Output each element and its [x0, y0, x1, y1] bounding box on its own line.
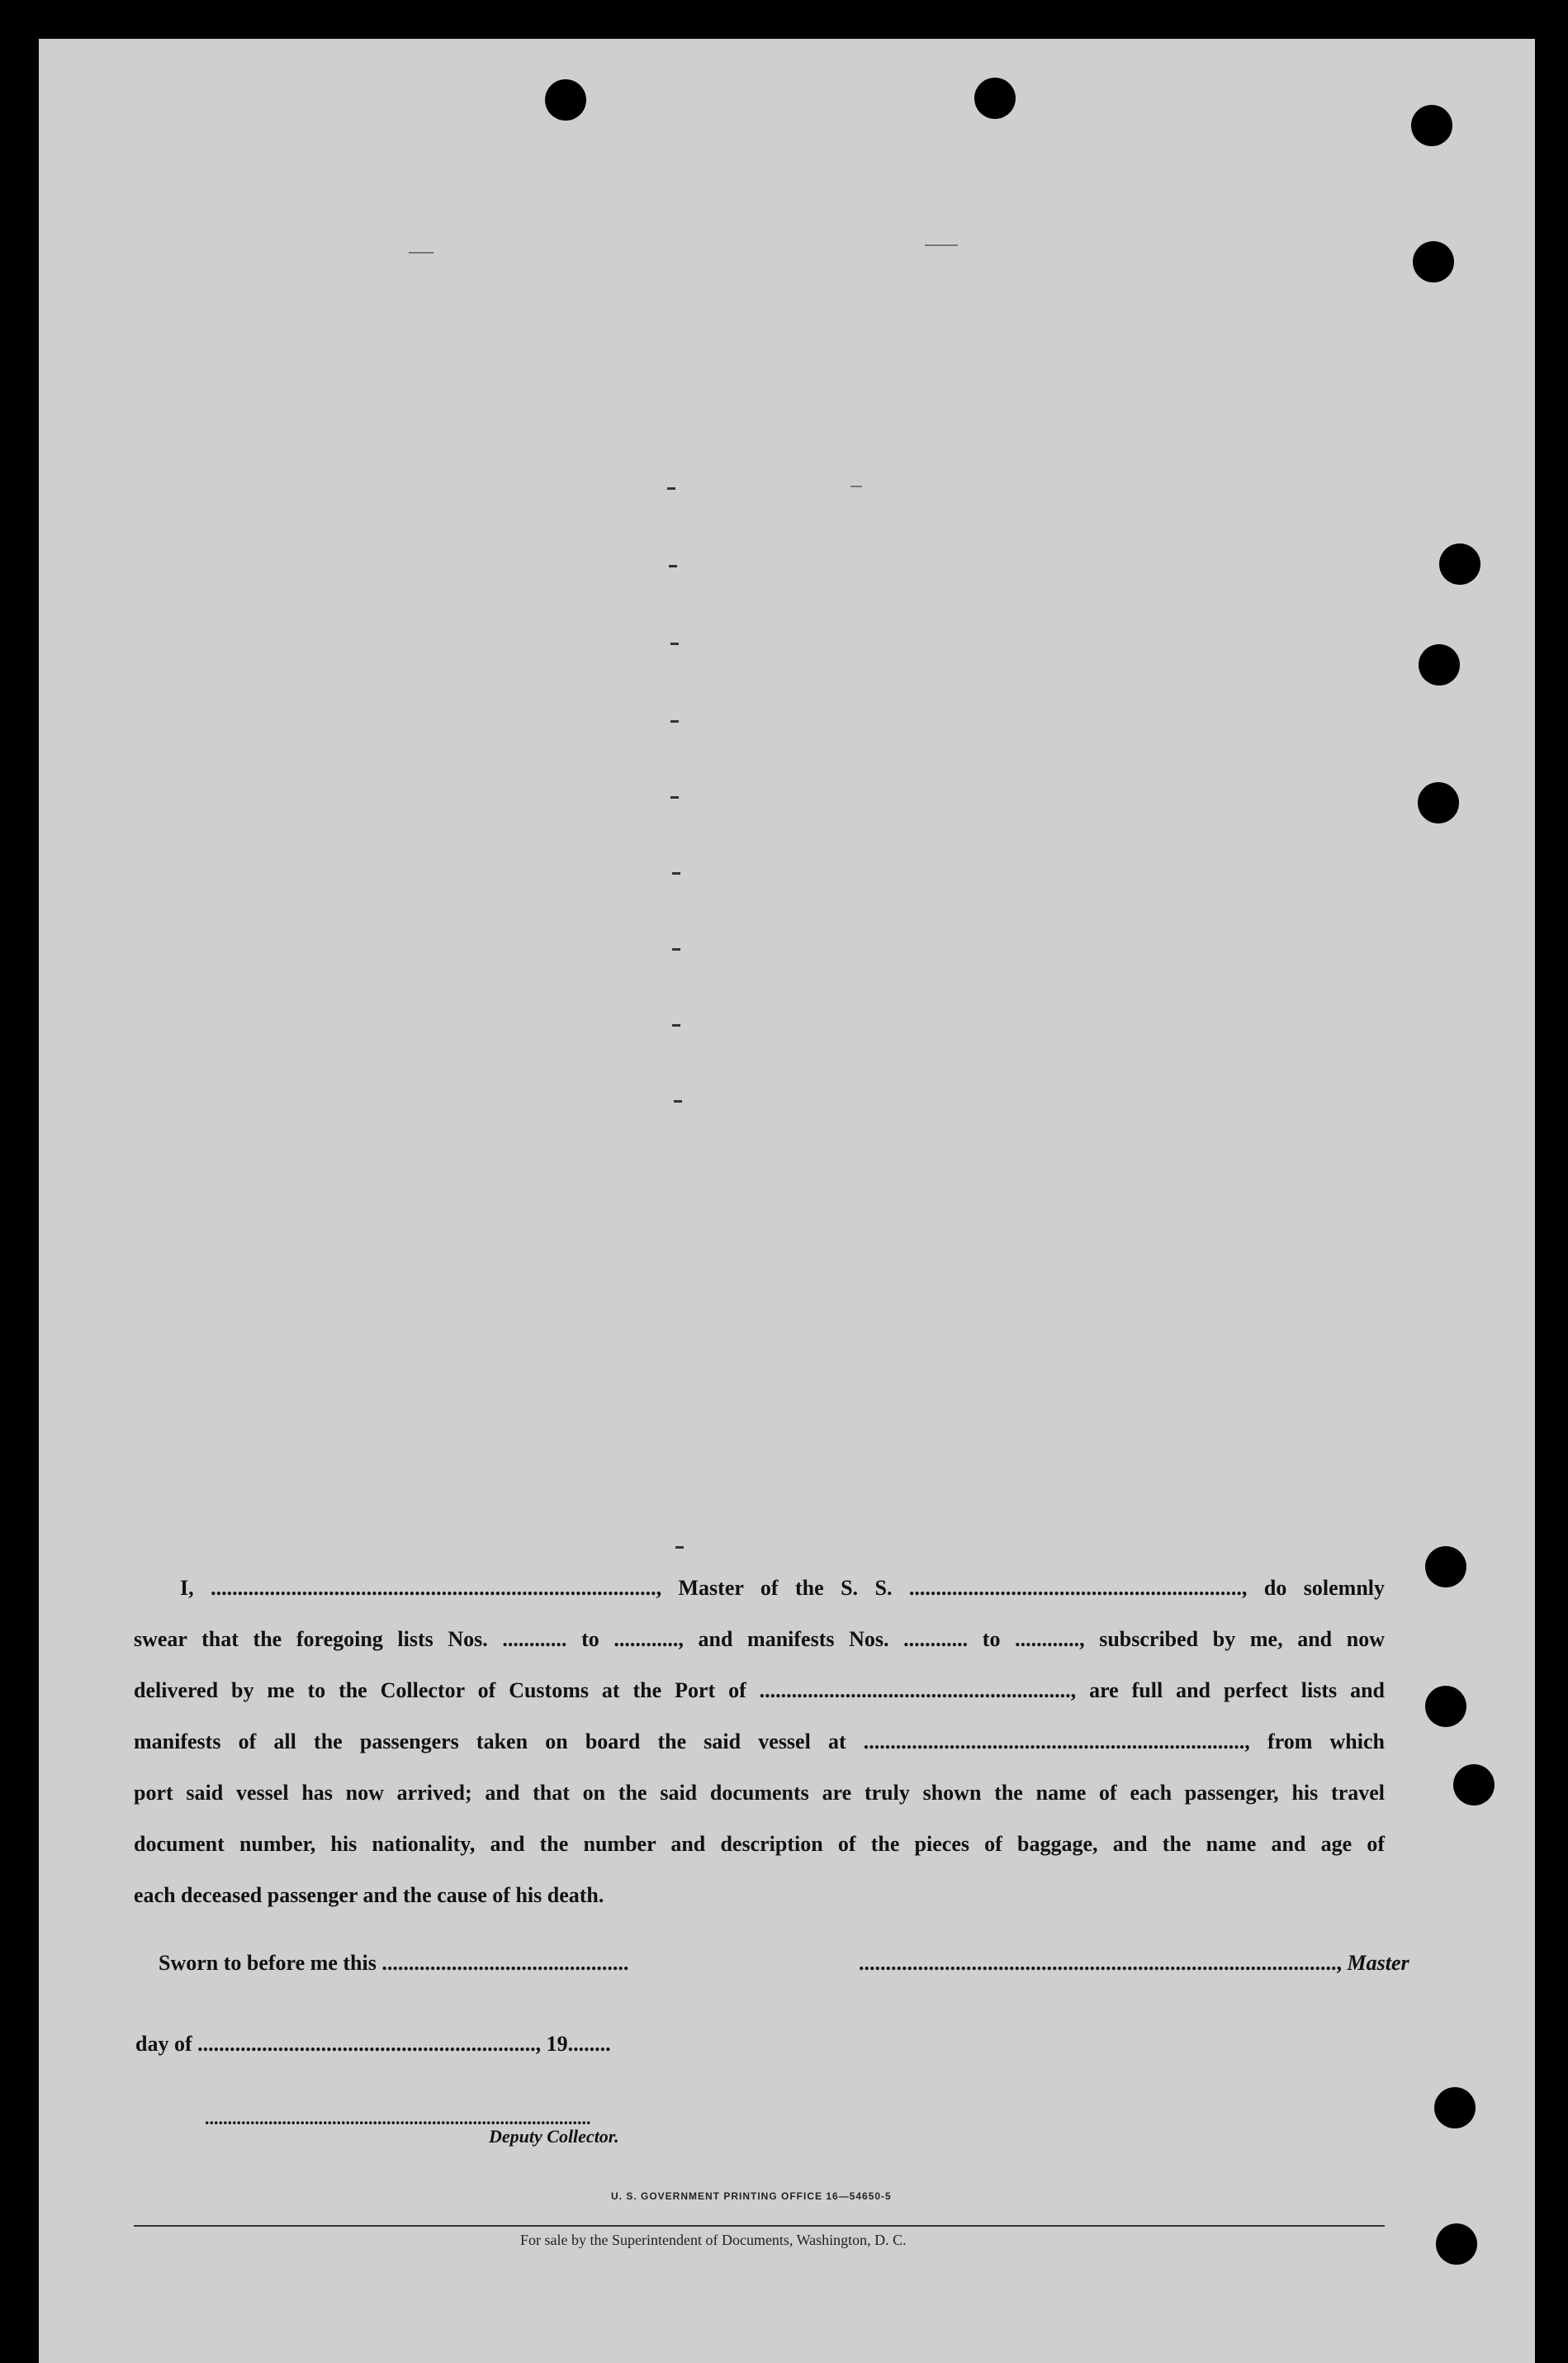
printing-office-imprint: U. S. GOVERNMENT PRINTING OFFICE 16—54650-5 — [611, 2190, 892, 2202]
punch-hole — [1425, 1546, 1466, 1587]
punch-hole — [974, 78, 1016, 119]
speck — [850, 486, 862, 487]
punch-hole — [1411, 105, 1452, 146]
day-of-line — [135, 2032, 611, 2057]
fold-tick — [675, 1546, 684, 1549]
fold-tick — [672, 1024, 680, 1027]
oath-line: each deceased passenger and the cause of his death. — [134, 1883, 604, 1907]
deputy-blank: ..................................................................................... — [205, 2108, 591, 2128]
sworn-date-blank: .............................................. — [381, 1951, 629, 1975]
fold-tick — [674, 1100, 682, 1103]
sworn-label — [159, 1951, 628, 1976]
oath-line: swear that the foregoing lists Nos. ............ to ............, and manifests Nos. ............ to ............, subscribed by me, and now — [134, 1627, 1385, 1651]
punch-hole — [1436, 2223, 1477, 2265]
master-signature — [859, 1951, 1409, 1976]
fold-tick — [672, 872, 680, 875]
punch-hole — [1413, 241, 1454, 282]
master-label: Master — [1347, 1951, 1409, 1975]
fold-tick — [667, 487, 675, 490]
master-signature-blank: ........................................................................................., — [859, 1951, 1342, 1975]
oath-line: I, ..................................................................................., Master of the S. S. .............................................................., do solemnly — [180, 1576, 1385, 1600]
fold-tick — [669, 565, 677, 567]
footer-rule — [134, 2225, 1385, 2227]
punch-hole — [1453, 1764, 1495, 1805]
punch-hole — [545, 79, 586, 121]
day-of-label: day of — [135, 2032, 192, 2056]
oath-line: delivered by me to the Collector of Customs at the Port of .........................................................., are full and perfect lists and — [134, 1678, 1385, 1702]
punch-hole — [1425, 1686, 1466, 1727]
sworn-text: Sworn to before me this — [159, 1951, 377, 1975]
punch-hole — [1418, 782, 1459, 823]
punch-hole — [1419, 644, 1460, 686]
sale-note: For sale by the Superintendent of Documents, Washington, D. C. — [520, 2232, 907, 2248]
punch-hole — [1434, 2087, 1476, 2128]
deputy-collector-label: Deputy Collector. — [489, 2126, 619, 2147]
punch-hole — [1439, 543, 1480, 585]
fold-tick — [670, 796, 679, 799]
day-of-blank: ..............................................................., 19........ — [197, 2032, 611, 2056]
speck — [409, 252, 433, 254]
form-page — [39, 39, 1535, 2363]
oath-paragraph — [134, 1563, 1385, 1921]
oath-line: manifests of all the passengers taken on board the said vessel at ......................................................................., from which — [134, 1730, 1385, 1753]
oath-line: port said vessel has now arrived; and that on the said documents are truly shown the name of each passenger, his travel — [134, 1781, 1385, 1805]
fold-tick — [670, 643, 679, 645]
fold-tick — [670, 720, 679, 723]
speck — [925, 244, 958, 246]
fold-tick — [672, 948, 680, 951]
oath-line: document number, his nationality, and the number and description of the pieces of baggage, and the name and age of — [134, 1832, 1385, 1856]
